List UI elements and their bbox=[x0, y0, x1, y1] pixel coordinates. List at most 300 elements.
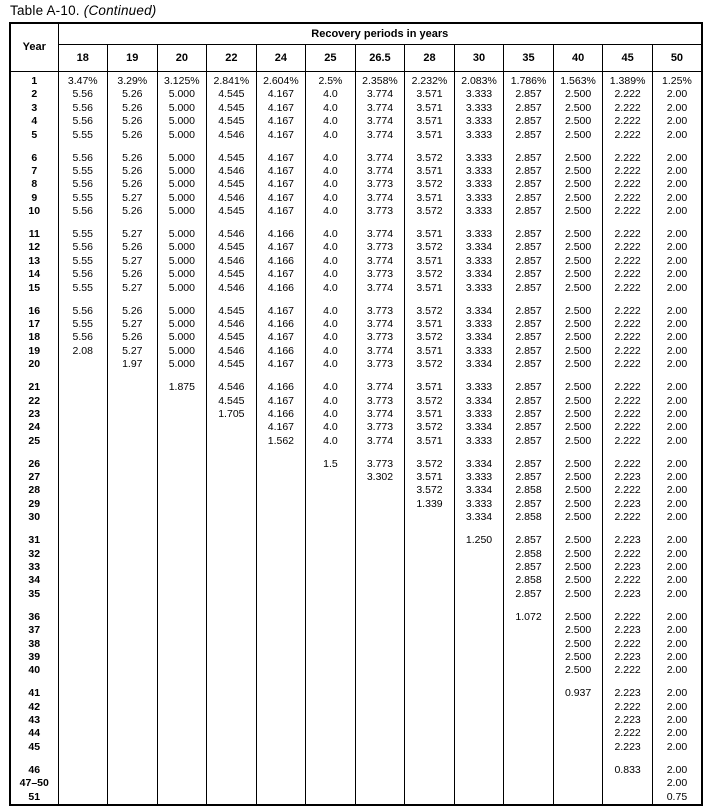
spacer-cell bbox=[603, 295, 653, 305]
rate-cell-50yr: 0.75 bbox=[652, 791, 702, 805]
rate-cell-20yr: 5.000 bbox=[157, 129, 207, 142]
rate-cell-19yr bbox=[108, 611, 158, 624]
rate-cell-26.5yr: 3.774 bbox=[355, 435, 405, 448]
rate-cell-28yr bbox=[405, 561, 455, 574]
year-cell: 43 bbox=[10, 714, 58, 727]
rate-cell-28yr: 3.571 bbox=[405, 115, 455, 128]
rate-cell-50yr: 2.00 bbox=[652, 687, 702, 700]
column-header-35: 35 bbox=[504, 44, 554, 71]
rate-cell-24yr bbox=[256, 561, 306, 574]
year-cell: 27 bbox=[10, 471, 58, 484]
rate-cell-30yr: 3.334 bbox=[454, 421, 504, 434]
rate-cell-25yr bbox=[306, 611, 356, 624]
rate-cell-18yr: 5.56 bbox=[58, 102, 108, 115]
rate-cell-35yr: 2.857 bbox=[504, 241, 554, 254]
rate-cell-24yr bbox=[256, 687, 306, 700]
rate-cell-35yr: 2.857 bbox=[504, 88, 554, 101]
rate-cell-30yr: 3.333 bbox=[454, 435, 504, 448]
spacer-cell bbox=[454, 142, 504, 152]
rate-cell-50yr: 2.00 bbox=[652, 408, 702, 421]
rate-cell-28yr bbox=[405, 701, 455, 714]
rate-cell-18yr bbox=[58, 381, 108, 394]
rate-cell-30yr bbox=[454, 548, 504, 561]
rate-cell-35yr: 2.857 bbox=[504, 381, 554, 394]
rate-cell-25yr: 4.0 bbox=[306, 421, 356, 434]
rate-cell-30yr bbox=[454, 727, 504, 740]
rate-cell-20yr bbox=[157, 664, 207, 677]
spacer-cell bbox=[256, 754, 306, 764]
rate-cell-22yr bbox=[207, 638, 257, 651]
spacer-cell bbox=[58, 601, 108, 611]
rate-cell-30yr: 3.333 bbox=[454, 129, 504, 142]
rate-cell-45yr: 2.222 bbox=[603, 165, 653, 178]
table-row-year-8 bbox=[10, 178, 702, 191]
spacer-cell bbox=[58, 142, 108, 152]
table-row-year-7 bbox=[10, 165, 702, 178]
rate-cell-19yr: 5.26 bbox=[108, 268, 158, 281]
rate-cell-26.5yr: 3.774 bbox=[355, 129, 405, 142]
year-cell: 36 bbox=[10, 611, 58, 624]
rate-cell-18yr bbox=[58, 791, 108, 805]
rate-cell-20yr bbox=[157, 764, 207, 777]
rate-cell-40yr: 2.500 bbox=[553, 358, 603, 371]
table-row-year-4 bbox=[10, 115, 702, 128]
rate-cell-26.5yr: 3.774 bbox=[355, 152, 405, 165]
spacer-cell bbox=[355, 754, 405, 764]
rate-cell-40yr: 2.500 bbox=[553, 588, 603, 601]
spacer-cell bbox=[157, 601, 207, 611]
spacer-cell bbox=[355, 295, 405, 305]
rate-cell-30yr bbox=[454, 687, 504, 700]
table-row-year-27 bbox=[10, 471, 702, 484]
rate-cell-22yr: 4.545 bbox=[207, 331, 257, 344]
spacer-cell bbox=[553, 601, 603, 611]
rate-cell-18yr bbox=[58, 624, 108, 637]
column-header-30: 30 bbox=[454, 44, 504, 71]
rate-cell-45yr bbox=[603, 777, 653, 790]
rate-cell-50yr: 2.00 bbox=[652, 165, 702, 178]
rate-cell-28yr bbox=[405, 791, 455, 805]
rate-cell-50yr: 2.00 bbox=[652, 588, 702, 601]
table-row-year-18 bbox=[10, 331, 702, 344]
table-row-year-44 bbox=[10, 727, 702, 740]
rate-cell-25yr: 4.0 bbox=[306, 395, 356, 408]
rate-cell-35yr: 2.857 bbox=[504, 152, 554, 165]
rate-cell-35yr: 2.857 bbox=[504, 395, 554, 408]
rate-cell-20yr: 5.000 bbox=[157, 268, 207, 281]
rate-cell-35yr bbox=[504, 651, 554, 664]
rate-cell-40yr: 2.500 bbox=[553, 511, 603, 524]
rate-cell-50yr: 2.00 bbox=[652, 305, 702, 318]
spacer-cell bbox=[405, 525, 455, 535]
spacer-cell bbox=[504, 448, 554, 458]
rate-cell-25yr bbox=[306, 588, 356, 601]
rate-cell-30yr: 3.333 bbox=[454, 165, 504, 178]
rate-cell-28yr bbox=[405, 588, 455, 601]
spacer-cell bbox=[306, 219, 356, 229]
year-cell: 28 bbox=[10, 484, 58, 497]
rate-cell-28yr: 3.571 bbox=[405, 88, 455, 101]
rate-cell-22yr: 4.546 bbox=[207, 165, 257, 178]
rate-cell-50yr: 2.00 bbox=[652, 241, 702, 254]
rate-cell-20yr: 5.000 bbox=[157, 241, 207, 254]
rate-cell-40yr bbox=[553, 701, 603, 714]
rate-cell-20yr bbox=[157, 574, 207, 587]
rate-cell-50yr: 2.00 bbox=[652, 358, 702, 371]
rate-cell-20yr: 3.125% bbox=[157, 75, 207, 88]
rate-cell-22yr bbox=[207, 421, 257, 434]
rate-cell-26.5yr: 3.774 bbox=[355, 165, 405, 178]
rate-cell-45yr: 2.223 bbox=[603, 624, 653, 637]
rate-cell-18yr bbox=[58, 471, 108, 484]
rate-cell-30yr: 3.333 bbox=[454, 255, 504, 268]
rate-cell-40yr: 2.500 bbox=[553, 268, 603, 281]
spacer-cell bbox=[10, 448, 58, 458]
rate-cell-35yr bbox=[504, 664, 554, 677]
spacer-cell bbox=[306, 448, 356, 458]
rate-cell-24yr: 4.167 bbox=[256, 88, 306, 101]
spacer-cell bbox=[652, 142, 702, 152]
rate-cell-45yr: 2.222 bbox=[603, 241, 653, 254]
spacer-cell bbox=[405, 754, 455, 764]
rate-cell-25yr bbox=[306, 727, 356, 740]
recovery-periods-header: Recovery periods in years bbox=[58, 23, 702, 44]
rate-cell-24yr bbox=[256, 484, 306, 497]
rate-cell-45yr: 2.223 bbox=[603, 651, 653, 664]
rate-cell-22yr: 4.546 bbox=[207, 129, 257, 142]
table-row-year-11 bbox=[10, 228, 702, 241]
rate-cell-20yr: 5.000 bbox=[157, 205, 207, 218]
rate-cell-22yr bbox=[207, 741, 257, 754]
group-spacer bbox=[10, 754, 702, 764]
rate-cell-28yr bbox=[405, 611, 455, 624]
rate-cell-30yr bbox=[454, 574, 504, 587]
rate-cell-19yr: 5.26 bbox=[108, 205, 158, 218]
rate-cell-28yr: 3.571 bbox=[405, 102, 455, 115]
year-cell: 3 bbox=[10, 102, 58, 115]
rate-cell-25yr: 4.0 bbox=[306, 381, 356, 394]
rate-cell-19yr: 5.26 bbox=[108, 129, 158, 142]
rate-cell-28yr bbox=[405, 664, 455, 677]
rate-cell-25yr bbox=[306, 651, 356, 664]
year-cell: 33 bbox=[10, 561, 58, 574]
rate-cell-28yr: 3.572 bbox=[405, 484, 455, 497]
rate-cell-45yr: 2.222 bbox=[603, 178, 653, 191]
rate-cell-40yr bbox=[553, 727, 603, 740]
year-cell: 22 bbox=[10, 395, 58, 408]
rate-cell-30yr bbox=[454, 741, 504, 754]
rate-cell-18yr bbox=[58, 727, 108, 740]
rate-cell-26.5yr bbox=[355, 664, 405, 677]
rate-cell-50yr: 2.00 bbox=[652, 115, 702, 128]
rate-cell-30yr: 3.333 bbox=[454, 381, 504, 394]
rate-cell-35yr: 2.857 bbox=[504, 192, 554, 205]
spacer-cell bbox=[454, 448, 504, 458]
spacer-cell bbox=[207, 372, 257, 382]
rate-cell-45yr: 2.222 bbox=[603, 331, 653, 344]
spacer-cell bbox=[504, 754, 554, 764]
spacer-cell bbox=[504, 219, 554, 229]
spacer-cell bbox=[652, 525, 702, 535]
rate-cell-24yr bbox=[256, 764, 306, 777]
rate-cell-45yr: 2.223 bbox=[603, 561, 653, 574]
rate-cell-45yr: 2.222 bbox=[603, 611, 653, 624]
rate-cell-28yr: 3.571 bbox=[405, 282, 455, 295]
rate-cell-18yr: 5.55 bbox=[58, 129, 108, 142]
rate-cell-25yr bbox=[306, 791, 356, 805]
rate-cell-19yr: 5.26 bbox=[108, 88, 158, 101]
spacer-cell bbox=[207, 219, 257, 229]
year-cell: 2 bbox=[10, 88, 58, 101]
table-row-year-40 bbox=[10, 664, 702, 677]
rate-cell-25yr: 4.0 bbox=[306, 318, 356, 331]
rate-cell-19yr bbox=[108, 548, 158, 561]
spacer-cell bbox=[157, 295, 207, 305]
rate-cell-20yr: 1.875 bbox=[157, 381, 207, 394]
year-cell: 11 bbox=[10, 228, 58, 241]
rate-cell-28yr: 3.571 bbox=[405, 129, 455, 142]
rate-cell-28yr bbox=[405, 727, 455, 740]
rate-cell-19yr bbox=[108, 777, 158, 790]
rate-cell-25yr bbox=[306, 484, 356, 497]
rate-cell-30yr bbox=[454, 611, 504, 624]
rate-cell-25yr bbox=[306, 764, 356, 777]
rate-cell-50yr: 2.00 bbox=[652, 664, 702, 677]
table-row-year-9 bbox=[10, 192, 702, 205]
rate-cell-50yr: 2.00 bbox=[652, 282, 702, 295]
rate-cell-30yr: 3.334 bbox=[454, 268, 504, 281]
rate-cell-26.5yr bbox=[355, 741, 405, 754]
rate-cell-28yr: 3.571 bbox=[405, 435, 455, 448]
year-cell: 18 bbox=[10, 331, 58, 344]
rate-cell-18yr: 5.56 bbox=[58, 268, 108, 281]
rate-cell-35yr bbox=[504, 714, 554, 727]
spacer-cell bbox=[504, 142, 554, 152]
rate-cell-26.5yr bbox=[355, 548, 405, 561]
rate-cell-25yr: 4.0 bbox=[306, 129, 356, 142]
table-title bbox=[10, 3, 157, 18]
year-cell: 24 bbox=[10, 421, 58, 434]
table-row-year-20 bbox=[10, 358, 702, 371]
rate-cell-24yr: 4.167 bbox=[256, 115, 306, 128]
table-row-year-21 bbox=[10, 381, 702, 394]
rate-cell-20yr bbox=[157, 651, 207, 664]
rate-cell-45yr: 2.222 bbox=[603, 305, 653, 318]
rate-cell-22yr bbox=[207, 498, 257, 511]
spacer-cell bbox=[355, 601, 405, 611]
rate-cell-22yr: 4.545 bbox=[207, 205, 257, 218]
rate-cell-45yr: 2.222 bbox=[603, 115, 653, 128]
rate-cell-40yr bbox=[553, 777, 603, 790]
rate-cell-50yr: 2.00 bbox=[652, 192, 702, 205]
rate-cell-40yr: 2.500 bbox=[553, 548, 603, 561]
rate-cell-22yr: 4.546 bbox=[207, 345, 257, 358]
rate-cell-24yr: 4.167 bbox=[256, 129, 306, 142]
year-cell: 35 bbox=[10, 588, 58, 601]
rate-cell-20yr: 5.000 bbox=[157, 228, 207, 241]
rate-cell-18yr bbox=[58, 714, 108, 727]
rate-cell-35yr bbox=[504, 701, 554, 714]
rate-cell-35yr: 2.857 bbox=[504, 282, 554, 295]
rate-cell-28yr bbox=[405, 714, 455, 727]
rate-cell-26.5yr: 3.774 bbox=[355, 282, 405, 295]
rate-cell-45yr: 2.222 bbox=[603, 727, 653, 740]
rate-cell-22yr bbox=[207, 714, 257, 727]
spacer-cell bbox=[504, 678, 554, 688]
rate-cell-18yr bbox=[58, 687, 108, 700]
group-spacer bbox=[10, 372, 702, 382]
rate-cell-22yr bbox=[207, 574, 257, 587]
rate-cell-18yr: 5.56 bbox=[58, 88, 108, 101]
rate-cell-26.5yr: 3.774 bbox=[355, 102, 405, 115]
rate-cell-20yr: 5.000 bbox=[157, 102, 207, 115]
rate-cell-18yr bbox=[58, 741, 108, 754]
column-header-22: 22 bbox=[207, 44, 257, 71]
rate-cell-22yr bbox=[207, 435, 257, 448]
rate-cell-19yr: 5.26 bbox=[108, 152, 158, 165]
rate-cell-24yr bbox=[256, 548, 306, 561]
year-cell: 38 bbox=[10, 638, 58, 651]
column-header-50: 50 bbox=[652, 44, 702, 71]
rate-cell-18yr bbox=[58, 498, 108, 511]
rate-cell-20yr: 5.000 bbox=[157, 358, 207, 371]
table-row-year-3 bbox=[10, 102, 702, 115]
rate-cell-24yr: 4.166 bbox=[256, 318, 306, 331]
table-row-year-33 bbox=[10, 561, 702, 574]
rate-cell-26.5yr bbox=[355, 534, 405, 547]
rate-cell-26.5yr bbox=[355, 498, 405, 511]
rate-cell-28yr: 3.571 bbox=[405, 381, 455, 394]
spacer-cell bbox=[355, 448, 405, 458]
rate-cell-35yr: 2.857 bbox=[504, 458, 554, 471]
rate-cell-25yr: 4.0 bbox=[306, 192, 356, 205]
rate-cell-24yr bbox=[256, 791, 306, 805]
rate-cell-30yr: 3.334 bbox=[454, 511, 504, 524]
rate-cell-50yr: 2.00 bbox=[652, 178, 702, 191]
rate-cell-19yr: 3.29% bbox=[108, 75, 158, 88]
table-row-year-32 bbox=[10, 548, 702, 561]
rate-cell-25yr bbox=[306, 498, 356, 511]
column-header-25: 25 bbox=[306, 44, 356, 71]
year-cell: 4 bbox=[10, 115, 58, 128]
rate-cell-40yr: 2.500 bbox=[553, 282, 603, 295]
spacer-cell bbox=[306, 601, 356, 611]
rate-cell-26.5yr bbox=[355, 701, 405, 714]
rate-cell-20yr bbox=[157, 408, 207, 421]
rate-cell-22yr bbox=[207, 534, 257, 547]
rate-cell-28yr: 3.571 bbox=[405, 345, 455, 358]
rate-cell-18yr bbox=[58, 574, 108, 587]
rate-cell-22yr: 4.546 bbox=[207, 381, 257, 394]
rate-cell-40yr: 2.500 bbox=[553, 205, 603, 218]
rate-cell-40yr: 2.500 bbox=[553, 345, 603, 358]
rate-cell-30yr: 3.333 bbox=[454, 471, 504, 484]
rate-cell-40yr: 2.500 bbox=[553, 102, 603, 115]
rate-cell-19yr bbox=[108, 638, 158, 651]
rate-cell-19yr bbox=[108, 381, 158, 394]
spacer-cell bbox=[652, 448, 702, 458]
rate-cell-25yr bbox=[306, 638, 356, 651]
spacer-cell bbox=[454, 601, 504, 611]
spacer-cell bbox=[108, 142, 158, 152]
rate-cell-50yr: 2.00 bbox=[652, 498, 702, 511]
rate-cell-20yr bbox=[157, 458, 207, 471]
table-row-year-47–50 bbox=[10, 777, 702, 790]
rate-cell-22yr: 4.545 bbox=[207, 88, 257, 101]
rate-cell-22yr bbox=[207, 791, 257, 805]
column-header-26.5: 26.5 bbox=[355, 44, 405, 71]
rate-cell-26.5yr bbox=[355, 764, 405, 777]
rate-cell-35yr: 2.857 bbox=[504, 345, 554, 358]
table-row-year-38 bbox=[10, 638, 702, 651]
rate-cell-28yr: 2.232% bbox=[405, 75, 455, 88]
rate-cell-20yr: 5.000 bbox=[157, 192, 207, 205]
year-cell: 5 bbox=[10, 129, 58, 142]
spacer-cell bbox=[157, 219, 207, 229]
rate-cell-22yr bbox=[207, 624, 257, 637]
rate-cell-24yr: 4.166 bbox=[256, 381, 306, 394]
year-cell: 40 bbox=[10, 664, 58, 677]
spacer-cell bbox=[405, 295, 455, 305]
rate-cell-18yr bbox=[58, 408, 108, 421]
table-row-year-13 bbox=[10, 255, 702, 268]
rate-cell-45yr: 2.222 bbox=[603, 345, 653, 358]
rate-cell-35yr: 1.072 bbox=[504, 611, 554, 624]
rate-cell-24yr: 2.604% bbox=[256, 75, 306, 88]
rate-cell-26.5yr: 3.773 bbox=[355, 268, 405, 281]
rate-cell-50yr: 2.00 bbox=[652, 318, 702, 331]
table-row-year-43 bbox=[10, 714, 702, 727]
rate-cell-40yr: 2.500 bbox=[553, 574, 603, 587]
spacer-cell bbox=[58, 219, 108, 229]
spacer-cell bbox=[355, 219, 405, 229]
table-header bbox=[10, 23, 702, 71]
rate-cell-45yr: 2.222 bbox=[603, 192, 653, 205]
rate-cell-18yr bbox=[58, 651, 108, 664]
rate-cell-28yr bbox=[405, 777, 455, 790]
rate-cell-50yr: 2.00 bbox=[652, 624, 702, 637]
rate-cell-45yr: 2.222 bbox=[603, 88, 653, 101]
rate-cell-20yr bbox=[157, 548, 207, 561]
spacer-cell bbox=[405, 448, 455, 458]
rate-cell-26.5yr: 3.302 bbox=[355, 471, 405, 484]
rate-cell-24yr: 4.167 bbox=[256, 305, 306, 318]
rate-cell-40yr: 2.500 bbox=[553, 664, 603, 677]
spacer-cell bbox=[207, 448, 257, 458]
spacer-cell bbox=[553, 754, 603, 764]
rate-cell-30yr: 3.333 bbox=[454, 178, 504, 191]
table-row-year-45 bbox=[10, 741, 702, 754]
rate-cell-18yr: 5.55 bbox=[58, 165, 108, 178]
spacer-cell bbox=[504, 372, 554, 382]
group-spacer bbox=[10, 525, 702, 535]
rate-cell-40yr: 2.500 bbox=[553, 178, 603, 191]
rate-cell-19yr bbox=[108, 588, 158, 601]
rate-cell-25yr: 4.0 bbox=[306, 255, 356, 268]
rate-cell-25yr: 4.0 bbox=[306, 178, 356, 191]
rate-cell-30yr: 3.334 bbox=[454, 458, 504, 471]
rate-cell-25yr bbox=[306, 561, 356, 574]
rate-cell-26.5yr: 3.774 bbox=[355, 255, 405, 268]
rate-cell-50yr: 2.00 bbox=[652, 701, 702, 714]
rate-cell-35yr: 2.858 bbox=[504, 574, 554, 587]
rate-cell-18yr: 5.56 bbox=[58, 115, 108, 128]
rate-cell-30yr bbox=[454, 561, 504, 574]
rate-cell-18yr: 5.56 bbox=[58, 331, 108, 344]
rate-cell-50yr: 2.00 bbox=[652, 345, 702, 358]
rate-cell-45yr: 2.222 bbox=[603, 701, 653, 714]
column-header-24: 24 bbox=[256, 44, 306, 71]
